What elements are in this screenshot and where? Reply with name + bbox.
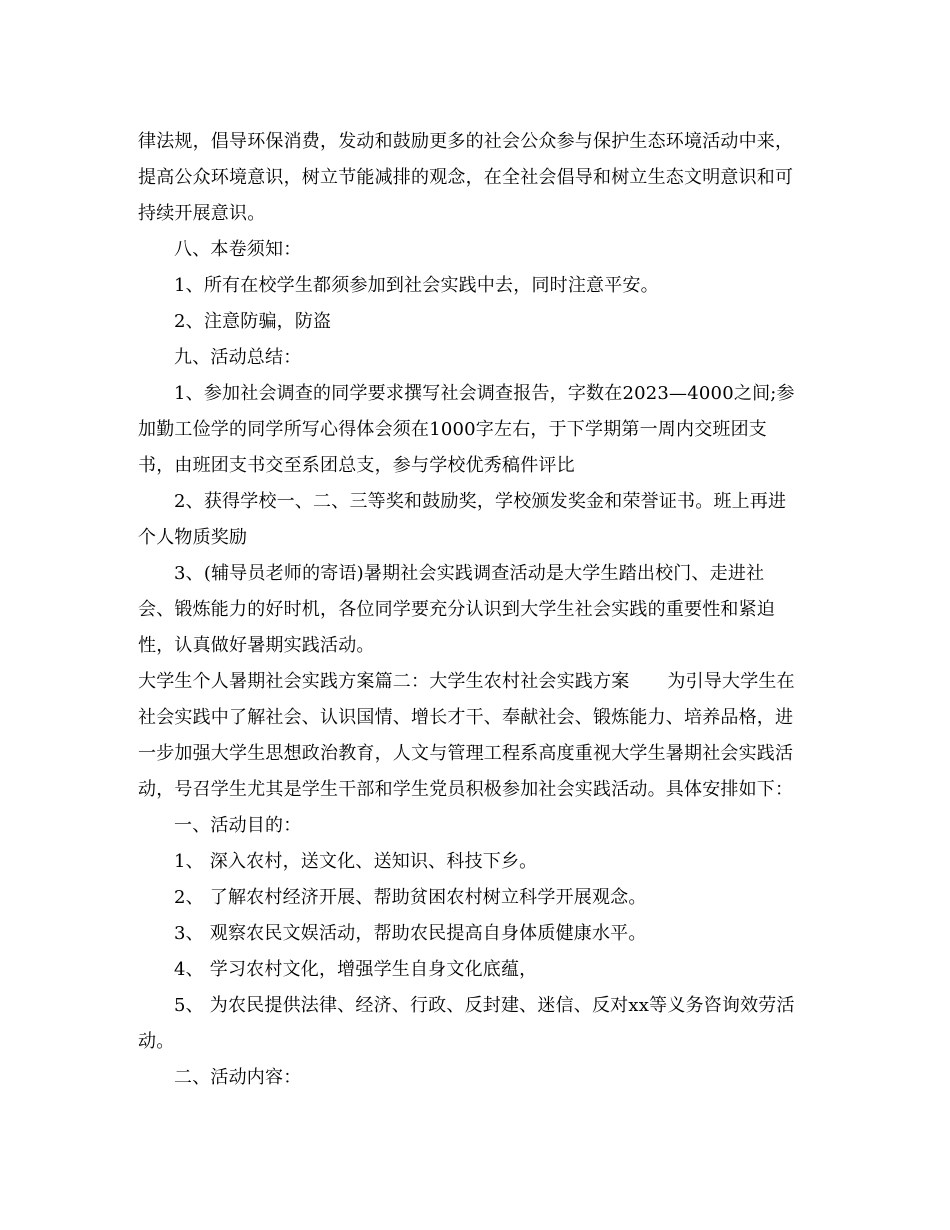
section-heading: 一、活动目的：: [174, 815, 302, 836]
text-line: 书，由班团支书交至系团总支，参与学校优秀稿件评比: [138, 455, 575, 476]
text-line: 2、注意防骗，防盗: [174, 311, 332, 332]
text-line: 性，认真做好暑期实践活动。: [138, 635, 375, 656]
text-line: 提高公众环境意识，树立节能减排的观念，在全社会倡导和树立生态文明意识和可: [138, 167, 794, 188]
text-line-title: [138, 664, 838, 700]
text-line: 1、所有在校学生都须参加到社会实践中去，同时注意平安。: [174, 275, 659, 296]
text-line: 个人物质奖励: [138, 527, 248, 548]
list-item: 5、 为农民提供法律、经济、行政、反封建、迷信、反对xx等义务咨询效劳活: [174, 995, 795, 1016]
text-line: 会、锻炼能力的好时机，各位同学要充分认识到大学生社会实践的重要性和紧迫: [138, 599, 775, 620]
text-line: 加勤工俭学的同学所写心得体会须在1000字左右，于下学期第一周内交班团支: [138, 419, 768, 440]
text-line: 社会实践中了解社会、认识国情、增长才干、奉献社会、锻炼能力、培养品格，进: [138, 707, 794, 728]
text-line: 律法规，倡导环保消费，发动和鼓励更多的社会公众参与保护生态环境活动中来，: [138, 131, 794, 152]
text-line: 2、获得学校一、二、三等奖和鼓励奖，学校颁发奖金和荣誉证书。班上再进: [174, 491, 787, 512]
document-body: [138, 124, 838, 1096]
section-heading: 二、活动内容：: [174, 1067, 302, 1088]
list-item: 4、 学习农村文化，增强学生自身文化底蕴，: [174, 959, 538, 980]
text-line: 动。: [138, 1031, 175, 1052]
text-line: 1、参加社会调查的同学要求撰写社会调查报告，字数在2023—4000之间;参: [174, 383, 795, 404]
section-heading: 八、本卷须知：: [174, 239, 302, 260]
article-title: 大学生个人暑期社会实践方案篇二：大学生农村社会实践方案: [138, 671, 630, 692]
text-line: 一步加强大学生思想政治教育，人文与管理工程系高度重视大学生暑期社会实践活: [138, 743, 794, 764]
text-line: 3、(辅导员老师的寄语)暑期社会实践调查活动是大学生踏出校门、走进社: [174, 563, 765, 584]
list-item: 2、 了解农村经济开展、帮助贫困农村树立科学开展观念。: [174, 887, 647, 908]
text-line: 动，号召学生尤其是学生干部和学生党员积极参加社会实践活动。具体安排如下：: [138, 779, 794, 800]
article-intro-start: 为引导大学生在: [667, 671, 795, 692]
list-item: 3、 观察农民文娱活动，帮助农民提高自身体质健康水平。: [174, 923, 647, 944]
list-item: 1、 深入农村，送文化、送知识、科技下乡。: [174, 851, 538, 872]
section-heading: 九、活动总结：: [174, 347, 302, 368]
text-line: 持续开展意识。: [138, 203, 266, 224]
